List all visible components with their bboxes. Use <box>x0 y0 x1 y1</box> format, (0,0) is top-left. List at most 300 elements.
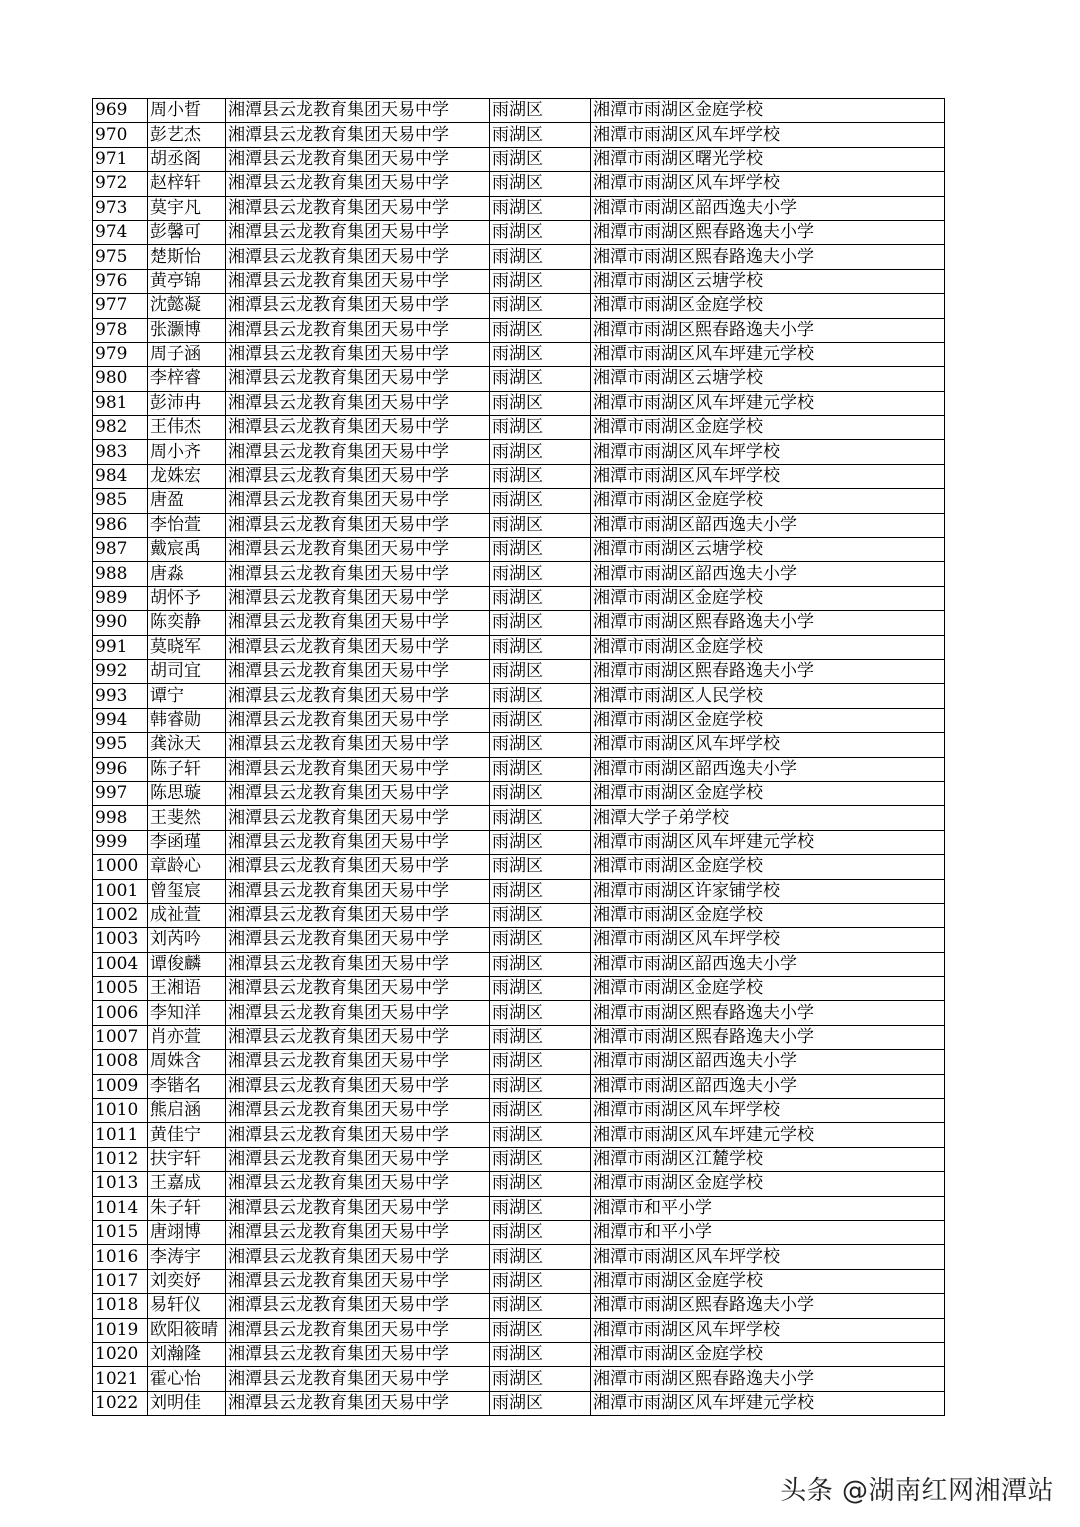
primary-school-cell: 湘潭市雨湖区风车坪学校 <box>591 1318 945 1342</box>
row-number-cell: 1011 <box>93 1123 148 1147</box>
table-row <box>93 1001 945 1025</box>
district-cell: 雨湖区 <box>490 879 591 903</box>
middle-school-cell: 湘潭县云龙教育集团天易中学 <box>226 830 490 854</box>
table-row <box>93 928 945 952</box>
table-row <box>93 952 945 976</box>
middle-school-cell: 湘潭县云龙教育集团天易中学 <box>226 440 490 464</box>
row-number-cell: 1009 <box>93 1074 148 1098</box>
primary-school-cell: 湘潭市雨湖区金庭学校 <box>591 977 945 1001</box>
table-row <box>93 1147 945 1171</box>
middle-school-cell: 湘潭县云龙教育集团天易中学 <box>226 245 490 269</box>
primary-school-cell: 湘潭市雨湖区许家铺学校 <box>591 879 945 903</box>
student-name-cell: 韩睿勋 <box>148 708 226 732</box>
district-cell: 雨湖区 <box>490 1220 591 1244</box>
student-name-cell: 楚斯怡 <box>148 245 226 269</box>
district-cell: 雨湖区 <box>490 1318 591 1342</box>
table-row <box>93 1050 945 1074</box>
district-cell: 雨湖区 <box>490 903 591 927</box>
student-name-cell: 王湘语 <box>148 977 226 1001</box>
district-cell: 雨湖区 <box>490 1123 591 1147</box>
primary-school-cell: 湘潭市雨湖区风车坪建元学校 <box>591 342 945 366</box>
primary-school-cell: 湘潭市雨湖区金庭学校 <box>591 635 945 659</box>
district-cell: 雨湖区 <box>490 830 591 854</box>
middle-school-cell: 湘潭县云龙教育集团天易中学 <box>226 659 490 683</box>
row-number-cell: 987 <box>93 538 148 562</box>
primary-school-cell: 湘潭市雨湖区风车坪学校 <box>591 440 945 464</box>
student-name-cell: 陈思璇 <box>148 781 226 805</box>
middle-school-cell: 湘潭县云龙教育集团天易中学 <box>226 879 490 903</box>
primary-school-cell: 湘潭市雨湖区熙春路逸夫小学 <box>591 220 945 244</box>
middle-school-cell: 湘潭县云龙教育集团天易中学 <box>226 489 490 513</box>
table-row <box>93 440 945 464</box>
district-cell: 雨湖区 <box>490 1196 591 1220</box>
district-cell: 雨湖区 <box>490 1245 591 1269</box>
primary-school-cell: 湘潭市雨湖区韶西逸夫小学 <box>591 757 945 781</box>
primary-school-cell: 湘潭市雨湖区云塘学校 <box>591 538 945 562</box>
row-number-cell: 1014 <box>93 1196 148 1220</box>
row-number-cell: 993 <box>93 684 148 708</box>
row-number-cell: 1012 <box>93 1147 148 1171</box>
table-row <box>93 538 945 562</box>
student-name-cell: 彭艺杰 <box>148 123 226 147</box>
middle-school-cell: 湘潭县云龙教育集团天易中学 <box>226 708 490 732</box>
primary-school-cell: 湘潭市雨湖区金庭学校 <box>591 903 945 927</box>
district-cell: 雨湖区 <box>490 464 591 488</box>
primary-school-cell: 湘潭市雨湖区熙春路逸夫小学 <box>591 318 945 342</box>
row-number-cell: 991 <box>93 635 148 659</box>
primary-school-cell: 湘潭市雨湖区金庭学校 <box>591 855 945 879</box>
student-name-cell: 陈子轩 <box>148 757 226 781</box>
table-row <box>93 611 945 635</box>
table-row <box>93 464 945 488</box>
student-name-cell: 周小晢 <box>148 99 226 123</box>
row-number-cell: 1003 <box>93 928 148 952</box>
district-cell: 雨湖区 <box>490 99 591 123</box>
student-name-cell: 刘瀚隆 <box>148 1342 226 1366</box>
primary-school-cell: 湘潭市雨湖区金庭学校 <box>591 708 945 732</box>
middle-school-cell: 湘潭县云龙教育集团天易中学 <box>226 172 490 196</box>
student-name-cell: 周小齐 <box>148 440 226 464</box>
student-name-cell: 唐盈 <box>148 489 226 513</box>
middle-school-cell: 湘潭县云龙教育集团天易中学 <box>226 99 490 123</box>
student-name-cell: 李函瑾 <box>148 830 226 854</box>
primary-school-cell: 湘潭市雨湖区风车坪学校 <box>591 733 945 757</box>
row-number-cell: 986 <box>93 513 148 537</box>
student-name-cell: 曾玺宸 <box>148 879 226 903</box>
district-cell: 雨湖区 <box>490 1172 591 1196</box>
row-number-cell: 970 <box>93 123 148 147</box>
table-row <box>93 1099 945 1123</box>
table-row <box>93 977 945 1001</box>
row-number-cell: 1015 <box>93 1220 148 1244</box>
row-number-cell: 972 <box>93 172 148 196</box>
primary-school-cell: 湘潭市雨湖区韶西逸夫小学 <box>591 562 945 586</box>
table-row <box>93 830 945 854</box>
primary-school-cell: 湘潭市雨湖区风车坪学校 <box>591 1245 945 1269</box>
student-name-cell: 刘奕妤 <box>148 1269 226 1293</box>
primary-school-cell: 湘潭市雨湖区江麓学校 <box>591 1147 945 1171</box>
primary-school-cell: 湘潭市雨湖区风车坪学校 <box>591 928 945 952</box>
primary-school-cell: 湘潭市雨湖区金庭学校 <box>591 294 945 318</box>
row-number-cell: 1018 <box>93 1294 148 1318</box>
district-cell: 雨湖区 <box>490 1391 591 1415</box>
middle-school-cell: 湘潭县云龙教育集团天易中学 <box>226 1099 490 1123</box>
table-row <box>93 708 945 732</box>
table-row <box>93 1318 945 1342</box>
student-name-cell: 刘明佳 <box>148 1391 226 1415</box>
row-number-cell: 1010 <box>93 1099 148 1123</box>
primary-school-cell: 湘潭市雨湖区风车坪学校 <box>591 123 945 147</box>
primary-school-cell: 湘潭市雨湖区熙春路逸夫小学 <box>591 611 945 635</box>
district-cell: 雨湖区 <box>490 708 591 732</box>
row-number-cell: 969 <box>93 99 148 123</box>
middle-school-cell: 湘潭县云龙教育集团天易中学 <box>226 757 490 781</box>
middle-school-cell: 湘潭县云龙教育集团天易中学 <box>226 928 490 952</box>
student-name-cell: 陈奕静 <box>148 611 226 635</box>
table-body <box>93 99 945 1416</box>
primary-school-cell: 湘潭市雨湖区风车坪学校 <box>591 172 945 196</box>
middle-school-cell: 湘潭县云龙教育集团天易中学 <box>226 855 490 879</box>
district-cell: 雨湖区 <box>490 342 591 366</box>
row-number-cell: 992 <box>93 659 148 683</box>
primary-school-cell: 湘潭市雨湖区金庭学校 <box>591 99 945 123</box>
district-cell: 雨湖区 <box>490 1025 591 1049</box>
district-cell: 雨湖区 <box>490 196 591 220</box>
primary-school-cell: 湘潭市雨湖区熙春路逸夫小学 <box>591 1367 945 1391</box>
table-row <box>93 1196 945 1220</box>
student-name-cell: 胡怀予 <box>148 586 226 610</box>
table-row <box>93 172 945 196</box>
row-number-cell: 971 <box>93 147 148 171</box>
district-cell: 雨湖区 <box>490 635 591 659</box>
district-cell: 雨湖区 <box>490 538 591 562</box>
student-name-cell: 莫宇凡 <box>148 196 226 220</box>
student-name-cell: 莫晓军 <box>148 635 226 659</box>
middle-school-cell: 湘潭县云龙教育集团天易中学 <box>226 538 490 562</box>
primary-school-cell: 湘潭市雨湖区金庭学校 <box>591 1172 945 1196</box>
student-name-cell: 龙姝宏 <box>148 464 226 488</box>
student-name-cell: 胡丞阁 <box>148 147 226 171</box>
district-cell: 雨湖区 <box>490 1294 591 1318</box>
student-name-cell: 章龄心 <box>148 855 226 879</box>
student-name-cell: 唐淼 <box>148 562 226 586</box>
row-number-cell: 1021 <box>93 1367 148 1391</box>
middle-school-cell: 湘潭县云龙教育集团天易中学 <box>226 586 490 610</box>
table-row <box>93 367 945 391</box>
table-row <box>93 416 945 440</box>
student-name-cell: 欧阳筱晴 <box>148 1318 226 1342</box>
table-row <box>93 1391 945 1415</box>
row-number-cell: 1006 <box>93 1001 148 1025</box>
middle-school-cell: 湘潭县云龙教育集团天易中学 <box>226 1391 490 1415</box>
primary-school-cell: 湘潭市雨湖区韶西逸夫小学 <box>591 952 945 976</box>
student-name-cell: 王斐然 <box>148 806 226 830</box>
district-cell: 雨湖区 <box>490 1269 591 1293</box>
row-number-cell: 1001 <box>93 879 148 903</box>
row-number-cell: 985 <box>93 489 148 513</box>
table-row <box>93 586 945 610</box>
row-number-cell: 994 <box>93 708 148 732</box>
row-number-cell: 1017 <box>93 1269 148 1293</box>
row-number-cell: 1019 <box>93 1318 148 1342</box>
row-number-cell: 995 <box>93 733 148 757</box>
table-row <box>93 635 945 659</box>
table-row <box>93 659 945 683</box>
middle-school-cell: 湘潭县云龙教育集团天易中学 <box>226 806 490 830</box>
table-row <box>93 245 945 269</box>
table-row <box>93 123 945 147</box>
table-row <box>93 99 945 123</box>
district-cell: 雨湖区 <box>490 513 591 537</box>
primary-school-cell: 湘潭市雨湖区熙春路逸夫小学 <box>591 1001 945 1025</box>
table-row <box>93 294 945 318</box>
student-name-cell: 黄亭锦 <box>148 269 226 293</box>
district-cell: 雨湖区 <box>490 733 591 757</box>
middle-school-cell: 湘潭县云龙教育集团天易中学 <box>226 1147 490 1171</box>
row-number-cell: 989 <box>93 586 148 610</box>
student-name-cell: 扶宇轩 <box>148 1147 226 1171</box>
table-row <box>93 220 945 244</box>
student-name-cell: 戴宸禹 <box>148 538 226 562</box>
row-number-cell: 999 <box>93 830 148 854</box>
student-name-cell: 彭沛冉 <box>148 391 226 415</box>
table-row <box>93 318 945 342</box>
primary-school-cell: 湘潭市雨湖区金庭学校 <box>591 489 945 513</box>
table-row <box>93 1294 945 1318</box>
middle-school-cell: 湘潭县云龙教育集团天易中学 <box>226 147 490 171</box>
student-name-cell: 李锴名 <box>148 1074 226 1098</box>
student-name-cell: 易轩仪 <box>148 1294 226 1318</box>
district-cell: 雨湖区 <box>490 1147 591 1171</box>
middle-school-cell: 湘潭县云龙教育集团天易中学 <box>226 1220 490 1244</box>
student-name-cell: 李怡萱 <box>148 513 226 537</box>
table-row <box>93 757 945 781</box>
student-name-cell: 龚泳天 <box>148 733 226 757</box>
student-name-cell: 赵梓轩 <box>148 172 226 196</box>
student-name-cell: 谭俊麟 <box>148 952 226 976</box>
district-cell: 雨湖区 <box>490 757 591 781</box>
primary-school-cell: 湘潭市雨湖区风车坪学校 <box>591 1099 945 1123</box>
district-cell: 雨湖区 <box>490 318 591 342</box>
student-name-cell: 李梓睿 <box>148 367 226 391</box>
primary-school-cell: 湘潭市雨湖区云塘学校 <box>591 269 945 293</box>
student-name-cell: 朱子轩 <box>148 1196 226 1220</box>
primary-school-cell: 湘潭市雨湖区熙春路逸夫小学 <box>591 659 945 683</box>
middle-school-cell: 湘潭县云龙教育集团天易中学 <box>226 318 490 342</box>
table-row <box>93 1342 945 1366</box>
row-number-cell: 978 <box>93 318 148 342</box>
middle-school-cell: 湘潭县云龙教育集团天易中学 <box>226 416 490 440</box>
district-cell: 雨湖区 <box>490 1074 591 1098</box>
middle-school-cell: 湘潭县云龙教育集团天易中学 <box>226 684 490 708</box>
primary-school-cell: 湘潭市雨湖区金庭学校 <box>591 416 945 440</box>
district-cell: 雨湖区 <box>490 220 591 244</box>
middle-school-cell: 湘潭县云龙教育集团天易中学 <box>226 952 490 976</box>
middle-school-cell: 湘潭县云龙教育集团天易中学 <box>226 464 490 488</box>
row-number-cell: 981 <box>93 391 148 415</box>
table-row <box>93 489 945 513</box>
row-number-cell: 984 <box>93 464 148 488</box>
district-cell: 雨湖区 <box>490 855 591 879</box>
student-name-cell: 李涛宇 <box>148 1245 226 1269</box>
row-number-cell: 1022 <box>93 1391 148 1415</box>
student-name-cell: 沈懿凝 <box>148 294 226 318</box>
middle-school-cell: 湘潭县云龙教育集团天易中学 <box>226 1342 490 1366</box>
middle-school-cell: 湘潭县云龙教育集团天易中学 <box>226 635 490 659</box>
table-row <box>93 342 945 366</box>
district-cell: 雨湖区 <box>490 611 591 635</box>
middle-school-cell: 湘潭县云龙教育集团天易中学 <box>226 1245 490 1269</box>
table-row <box>93 1269 945 1293</box>
district-cell: 雨湖区 <box>490 1342 591 1366</box>
middle-school-cell: 湘潭县云龙教育集团天易中学 <box>226 269 490 293</box>
table-row <box>93 1025 945 1049</box>
student-name-cell: 唐翊博 <box>148 1220 226 1244</box>
table-row <box>93 391 945 415</box>
middle-school-cell: 湘潭县云龙教育集团天易中学 <box>226 611 490 635</box>
student-name-cell: 彭馨可 <box>148 220 226 244</box>
row-number-cell: 1020 <box>93 1342 148 1366</box>
row-number-cell: 1004 <box>93 952 148 976</box>
district-cell: 雨湖区 <box>490 684 591 708</box>
district-cell: 雨湖区 <box>490 391 591 415</box>
middle-school-cell: 湘潭县云龙教育集团天易中学 <box>226 1367 490 1391</box>
row-number-cell: 983 <box>93 440 148 464</box>
table-row <box>93 806 945 830</box>
primary-school-cell: 湘潭市雨湖区韶西逸夫小学 <box>591 196 945 220</box>
row-number-cell: 988 <box>93 562 148 586</box>
district-cell: 雨湖区 <box>490 416 591 440</box>
primary-school-cell: 湘潭市雨湖区人民学校 <box>591 684 945 708</box>
primary-school-cell: 湘潭市雨湖区金庭学校 <box>591 586 945 610</box>
student-name-cell: 谭宁 <box>148 684 226 708</box>
middle-school-cell: 湘潭县云龙教育集团天易中学 <box>226 781 490 805</box>
student-name-cell: 肖亦萱 <box>148 1025 226 1049</box>
primary-school-cell: 湘潭市雨湖区金庭学校 <box>591 1342 945 1366</box>
middle-school-cell: 湘潭县云龙教育集团天易中学 <box>226 1269 490 1293</box>
primary-school-cell: 湘潭市雨湖区韶西逸夫小学 <box>591 1074 945 1098</box>
row-number-cell: 980 <box>93 367 148 391</box>
primary-school-cell: 湘潭市和平小学 <box>591 1196 945 1220</box>
row-number-cell: 1007 <box>93 1025 148 1049</box>
table-row <box>93 562 945 586</box>
primary-school-cell: 湘潭市雨湖区韶西逸夫小学 <box>591 513 945 537</box>
district-cell: 雨湖区 <box>490 562 591 586</box>
row-number-cell: 996 <box>93 757 148 781</box>
district-cell: 雨湖区 <box>490 586 591 610</box>
district-cell: 雨湖区 <box>490 489 591 513</box>
admission-table <box>92 98 945 1416</box>
table-row <box>93 1367 945 1391</box>
student-name-cell: 霍心怡 <box>148 1367 226 1391</box>
middle-school-cell: 湘潭县云龙教育集团天易中学 <box>226 1196 490 1220</box>
district-cell: 雨湖区 <box>490 367 591 391</box>
middle-school-cell: 湘潭县云龙教育集团天易中学 <box>226 903 490 927</box>
middle-school-cell: 湘潭县云龙教育集团天易中学 <box>226 1318 490 1342</box>
primary-school-cell: 湘潭市雨湖区风车坪建元学校 <box>591 1391 945 1415</box>
table-row <box>93 1245 945 1269</box>
district-cell: 雨湖区 <box>490 294 591 318</box>
middle-school-cell: 湘潭县云龙教育集团天易中学 <box>226 1074 490 1098</box>
table-row <box>93 1172 945 1196</box>
middle-school-cell: 湘潭县云龙教育集团天易中学 <box>226 367 490 391</box>
table-row <box>93 196 945 220</box>
middle-school-cell: 湘潭县云龙教育集团天易中学 <box>226 977 490 1001</box>
table-row <box>93 903 945 927</box>
table-row <box>93 733 945 757</box>
table-row <box>93 855 945 879</box>
district-cell: 雨湖区 <box>490 245 591 269</box>
primary-school-cell: 湘潭市雨湖区熙春路逸夫小学 <box>591 1025 945 1049</box>
middle-school-cell: 湘潭县云龙教育集团天易中学 <box>226 1001 490 1025</box>
middle-school-cell: 湘潭县云龙教育集团天易中学 <box>226 1123 490 1147</box>
row-number-cell: 1005 <box>93 977 148 1001</box>
row-number-cell: 990 <box>93 611 148 635</box>
student-name-cell: 王伟杰 <box>148 416 226 440</box>
row-number-cell: 975 <box>93 245 148 269</box>
primary-school-cell: 湘潭市雨湖区风车坪建元学校 <box>591 830 945 854</box>
middle-school-cell: 湘潭县云龙教育集团天易中学 <box>226 1294 490 1318</box>
row-number-cell: 1016 <box>93 1245 148 1269</box>
primary-school-cell: 湘潭市雨湖区熙春路逸夫小学 <box>591 245 945 269</box>
district-cell: 雨湖区 <box>490 1050 591 1074</box>
primary-school-cell: 湘潭市雨湖区风车坪建元学校 <box>591 391 945 415</box>
primary-school-cell: 湘潭市雨湖区云塘学校 <box>591 367 945 391</box>
middle-school-cell: 湘潭县云龙教育集团天易中学 <box>226 1172 490 1196</box>
middle-school-cell: 湘潭县云龙教育集团天易中学 <box>226 391 490 415</box>
middle-school-cell: 湘潭县云龙教育集团天易中学 <box>226 196 490 220</box>
district-cell: 雨湖区 <box>490 1367 591 1391</box>
primary-school-cell: 湘潭市雨湖区金庭学校 <box>591 1269 945 1293</box>
table-row <box>93 781 945 805</box>
row-number-cell: 976 <box>93 269 148 293</box>
row-number-cell: 973 <box>93 196 148 220</box>
row-number-cell: 998 <box>93 806 148 830</box>
watermark: 头条 @湖南红网湘潭站 <box>780 1476 1054 1506</box>
district-cell: 雨湖区 <box>490 952 591 976</box>
table-row <box>93 513 945 537</box>
row-number-cell: 1008 <box>93 1050 148 1074</box>
primary-school-cell: 湘潭市和平小学 <box>591 1220 945 1244</box>
row-number-cell: 997 <box>93 781 148 805</box>
district-cell: 雨湖区 <box>490 659 591 683</box>
middle-school-cell: 湘潭县云龙教育集团天易中学 <box>226 294 490 318</box>
middle-school-cell: 湘潭县云龙教育集团天易中学 <box>226 513 490 537</box>
district-cell: 雨湖区 <box>490 269 591 293</box>
primary-school-cell: 湘潭市雨湖区曙光学校 <box>591 147 945 171</box>
table-row <box>93 1074 945 1098</box>
district-cell: 雨湖区 <box>490 147 591 171</box>
middle-school-cell: 湘潭县云龙教育集团天易中学 <box>226 1025 490 1049</box>
student-name-cell: 黄佳宁 <box>148 1123 226 1147</box>
district-cell: 雨湖区 <box>490 172 591 196</box>
student-name-cell: 李知洋 <box>148 1001 226 1025</box>
table-row <box>93 684 945 708</box>
district-cell: 雨湖区 <box>490 440 591 464</box>
row-number-cell: 1002 <box>93 903 148 927</box>
student-name-cell: 周子涵 <box>148 342 226 366</box>
primary-school-cell: 湘潭市雨湖区熙春路逸夫小学 <box>591 1294 945 1318</box>
table-row <box>93 1220 945 1244</box>
student-name-cell: 熊启涵 <box>148 1099 226 1123</box>
row-number-cell: 982 <box>93 416 148 440</box>
row-number-cell: 977 <box>93 294 148 318</box>
primary-school-cell: 湘潭市雨湖区韶西逸夫小学 <box>591 1050 945 1074</box>
student-name-cell: 张灏博 <box>148 318 226 342</box>
student-name-cell: 周姝含 <box>148 1050 226 1074</box>
primary-school-cell: 湘潭大学子弟学校 <box>591 806 945 830</box>
middle-school-cell: 湘潭县云龙教育集团天易中学 <box>226 1050 490 1074</box>
